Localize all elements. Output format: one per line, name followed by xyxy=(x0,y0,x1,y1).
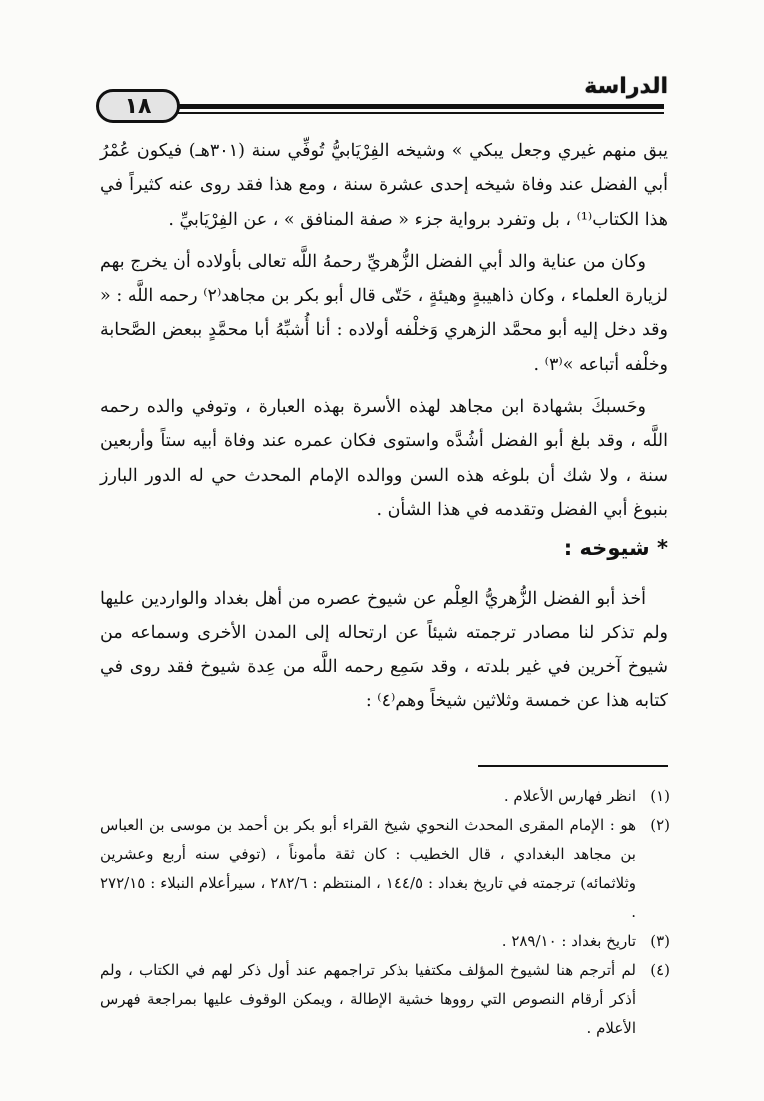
section-title: الدراسة xyxy=(584,74,668,99)
footnote-text: هو : الإمام المقرى المحدث النحوي شيخ القراء أبو بكر بن أحمد بن موسى بن العباس بن مجاهد البغدادي ، قال الخطيب : كان ثقة مأموناً ، (توفي سنه أربع وعشرين وثلاثمائه) ترجمته في تاريخ بغداد : ١٤٤/٥ ، المنتظم : ٢٨٢/٦ ، سيرأعلام النبلاء : ٢٧٢/١٥ . xyxy=(100,816,636,921)
section-heading: * شيوخه : xyxy=(563,536,668,561)
paragraph-4: أخذ أبو الفضل الزُّهريُّ العِلْم عن شيوخ عصره من أهل بغداد والواردين عليها ولم تذكر لنا مصادر ترجمته شيئاً عن ارتحاله إلى المدن الأخرى وسماعه من شيوخ آخرين في غير بلدته ، وقد سَمِع رحمه اللَّه من عِدة شيوخ فقد روى في كتابه هذا عن خمسة وثلاثين شيخاً وهم⁽٤⁾ : xyxy=(100,588,668,712)
paragraph-3: وحَسبكَ بشهادة ابن مجاهد لهذه الأسرة بهذه العبارة ، وتوفي والده رحمه اللَّه ، وقد بلغ أبو الفضل أشُدَّه واستوى فكان عمره عند وفاة أبيه ستاً وأربعين سنة ، ولا شك أن بلوغه هذه السن ووالده الإمام المحدث حي له الدور البارز بنبوغ أبي الفضل وتقدمه في هذا الشأن . xyxy=(100,397,668,520)
page-number-badge: ١٨ xyxy=(96,89,180,123)
footnote-number: (٤) xyxy=(650,961,670,979)
footnote-number: (١) xyxy=(650,787,670,805)
paragraph-2: وكان من عناية والد أبي الفضل الزُّهريِّ رحمهُ اللَّه تعالى بأولاده أن يخرج بهم لزيارة العلماء ، وكان ذاهيبةٍ وهيئةٍ ، حَتّى قال أبو بكر بن مجاهد⁽٢⁾ رحمه اللَّه : « وقد دخل إليه أبو محمَّد الزهري وَخلْفه أولاده : أنا أُشبِّهُ أبا محمَّدٍ ببعض الصَّحابة وخلْفه أتباعه »⁽٣⁾ . xyxy=(100,251,668,375)
footnote-separator xyxy=(478,765,668,767)
footnote xyxy=(100,927,670,956)
footnote-text: لم أترجم هنا لشيوخ المؤلف مكتفيا بذكر تراجمهم عند أول ذكر لهم في الكتاب ، ولم أذكر أرقام النصوص التي رووها خشية الإطالة ، ويمكن الوقوف عليها بمراجعة فهرس الأعلام . xyxy=(100,961,636,1037)
footnote-number: (٣) xyxy=(650,932,670,950)
footnotes xyxy=(100,782,670,1043)
footnote-number: (٢) xyxy=(650,816,670,834)
footnote xyxy=(100,782,670,811)
page-header xyxy=(96,74,668,134)
paragraph-1: يبق منهم غيري وجعل يبكي » وشيخه الفِرْيَابيُّ تُوفِّي سنة (٣٠١هـ) فيكون عُمْرُ أبي الفضل عند وفاة شيخه إحدى عشرة سنة ، ومع هذا فقد روى عنه كثيراً في هذا الكتاب⁽¹⁾ ، بل وتفرد برواية جزء « صفة المنافق » ، عن الفِرْيَابيِّ . xyxy=(100,141,668,230)
footnote-text: تاريخ بغداد : ٢٨٩/١٠ . xyxy=(501,932,636,950)
main-text xyxy=(100,134,668,719)
header-rule-thin xyxy=(178,112,664,114)
footnote xyxy=(100,811,670,927)
footnote xyxy=(100,956,670,1043)
header-rule xyxy=(178,104,664,109)
footnote-text: انظر فهارس الأعلام . xyxy=(503,787,636,805)
